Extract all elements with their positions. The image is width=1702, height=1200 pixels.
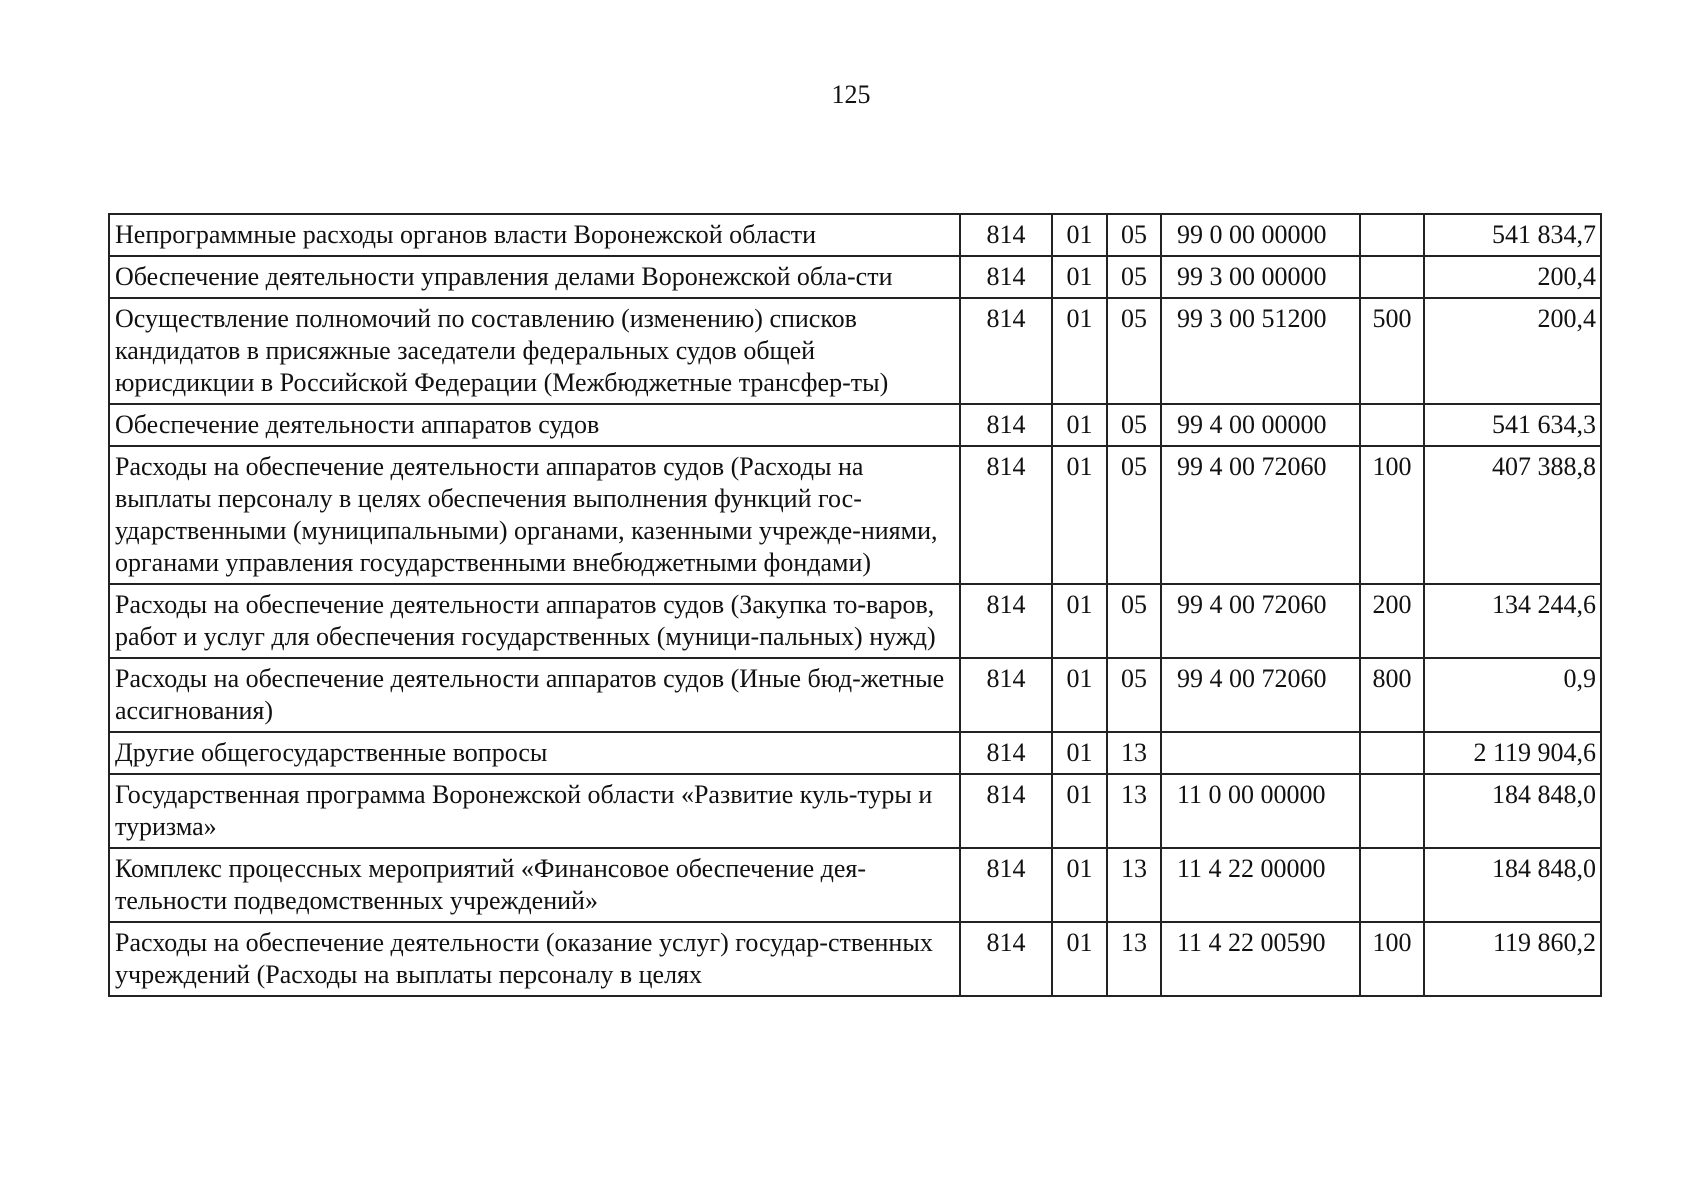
section-code-cell: 01 xyxy=(1052,732,1107,774)
subsection-code-cell: 05 xyxy=(1107,298,1161,404)
target-article-cell: 11 4 22 00000 xyxy=(1161,848,1360,922)
subsection-code-cell: 05 xyxy=(1107,256,1161,298)
target-article-cell: 11 4 22 00590 xyxy=(1161,922,1360,996)
expense-name-cell: Расходы на обеспечение деятельности аппаратов судов (Закупка то-варов, работ и услуг для обеспечения государственных (муници-пальных) нужд) xyxy=(109,584,960,658)
grbs-code-cell: 814 xyxy=(960,774,1052,848)
table-row xyxy=(109,658,1601,732)
expense-name-cell: Комплекс процессных мероприятий «Финансовое обеспечение дея-тельности подведомственных учреждений» xyxy=(109,848,960,922)
expense-type-cell xyxy=(1360,256,1424,298)
subsection-code-cell: 05 xyxy=(1107,446,1161,584)
amount-cell: 184 848,0 xyxy=(1424,848,1601,922)
amount-cell: 541 634,3 xyxy=(1424,404,1601,446)
expense-name-cell: Государственная программа Воронежской области «Развитие куль-туры и туризма» xyxy=(109,774,960,848)
target-article-cell: 99 4 00 00000 xyxy=(1161,404,1360,446)
table-row xyxy=(109,214,1601,256)
expense-type-cell: 500 xyxy=(1360,298,1424,404)
expense-name-cell: Обеспечение деятельности аппаратов судов xyxy=(109,404,960,446)
target-article-cell: 99 3 00 00000 xyxy=(1161,256,1360,298)
amount-cell: 541 834,7 xyxy=(1424,214,1601,256)
grbs-code-cell: 814 xyxy=(960,256,1052,298)
amount-cell: 184 848,0 xyxy=(1424,774,1601,848)
section-code-cell: 01 xyxy=(1052,256,1107,298)
table-row xyxy=(109,256,1601,298)
table-row xyxy=(109,446,1601,584)
target-article-cell: 99 0 00 00000 xyxy=(1161,214,1360,256)
section-code-cell: 01 xyxy=(1052,404,1107,446)
expense-type-cell xyxy=(1360,848,1424,922)
grbs-code-cell: 814 xyxy=(960,214,1052,256)
expense-name-cell: Расходы на обеспечение деятельности (оказание услуг) государ-ственных учреждений (Расходы на выплаты персоналу в целях xyxy=(109,922,960,996)
expense-type-cell: 200 xyxy=(1360,584,1424,658)
grbs-code-cell: 814 xyxy=(960,732,1052,774)
subsection-code-cell: 13 xyxy=(1107,774,1161,848)
budget-table xyxy=(108,213,1602,997)
target-article-cell: 99 3 00 51200 xyxy=(1161,298,1360,404)
section-code-cell: 01 xyxy=(1052,298,1107,404)
expense-type-cell xyxy=(1360,732,1424,774)
table-row xyxy=(109,298,1601,404)
target-article-cell: 99 4 00 72060 xyxy=(1161,584,1360,658)
grbs-code-cell: 814 xyxy=(960,404,1052,446)
expense-name-cell: Осуществление полномочий по составлению (изменению) списков кандидатов в присяжные заседатели федеральных судов общей юрисдикции в Российской Федерации (Межбюджетные трансфер-ты) xyxy=(109,298,960,404)
target-article-cell: 99 4 00 72060 xyxy=(1161,446,1360,584)
grbs-code-cell: 814 xyxy=(960,848,1052,922)
expense-name-cell: Другие общегосударственные вопросы xyxy=(109,732,960,774)
target-article-cell xyxy=(1161,732,1360,774)
section-code-cell: 01 xyxy=(1052,584,1107,658)
page-number: 125 xyxy=(831,80,871,109)
expense-name-cell: Расходы на обеспечение деятельности аппаратов судов (Расходы на выплаты персоналу в целях обеспечения выполнения функций гос-ударственными (муниципальными) органами, казенными учрежде-ниями, органами управления государственными внебюджетными фондами) xyxy=(109,446,960,584)
subsection-code-cell: 05 xyxy=(1107,214,1161,256)
table-body xyxy=(109,214,1601,996)
expense-type-cell xyxy=(1360,774,1424,848)
grbs-code-cell: 814 xyxy=(960,922,1052,996)
grbs-code-cell: 814 xyxy=(960,298,1052,404)
table-row xyxy=(109,404,1601,446)
amount-cell: 2 119 904,6 xyxy=(1424,732,1601,774)
table-row xyxy=(109,584,1601,658)
subsection-code-cell: 05 xyxy=(1107,404,1161,446)
section-code-cell: 01 xyxy=(1052,922,1107,996)
table-row xyxy=(109,922,1601,996)
grbs-code-cell: 814 xyxy=(960,658,1052,732)
table-row xyxy=(109,732,1601,774)
expense-name-cell: Расходы на обеспечение деятельности аппаратов судов (Иные бюд-жетные ассигнования) xyxy=(109,658,960,732)
expense-type-cell xyxy=(1360,214,1424,256)
amount-cell: 119 860,2 xyxy=(1424,922,1601,996)
section-code-cell: 01 xyxy=(1052,848,1107,922)
amount-cell: 200,4 xyxy=(1424,256,1601,298)
grbs-code-cell: 814 xyxy=(960,584,1052,658)
target-article-cell: 11 0 00 00000 xyxy=(1161,774,1360,848)
section-code-cell: 01 xyxy=(1052,774,1107,848)
subsection-code-cell: 05 xyxy=(1107,658,1161,732)
target-article-cell: 99 4 00 72060 xyxy=(1161,658,1360,732)
expense-type-cell xyxy=(1360,404,1424,446)
section-code-cell: 01 xyxy=(1052,214,1107,256)
subsection-code-cell: 13 xyxy=(1107,732,1161,774)
expense-type-cell: 800 xyxy=(1360,658,1424,732)
subsection-code-cell: 13 xyxy=(1107,922,1161,996)
subsection-code-cell: 05 xyxy=(1107,584,1161,658)
section-code-cell: 01 xyxy=(1052,658,1107,732)
amount-cell: 407 388,8 xyxy=(1424,446,1601,584)
expense-type-cell: 100 xyxy=(1360,922,1424,996)
expense-name-cell: Обеспечение деятельности управления делами Воронежской обла-сти xyxy=(109,256,960,298)
subsection-code-cell: 13 xyxy=(1107,848,1161,922)
section-code-cell: 01 xyxy=(1052,446,1107,584)
expense-name-cell: Непрограммные расходы органов власти Воронежской области xyxy=(109,214,960,256)
expense-type-cell: 100 xyxy=(1360,446,1424,584)
table-row xyxy=(109,848,1601,922)
amount-cell: 200,4 xyxy=(1424,298,1601,404)
amount-cell: 0,9 xyxy=(1424,658,1601,732)
table-row xyxy=(109,774,1601,848)
grbs-code-cell: 814 xyxy=(960,446,1052,584)
amount-cell: 134 244,6 xyxy=(1424,584,1601,658)
